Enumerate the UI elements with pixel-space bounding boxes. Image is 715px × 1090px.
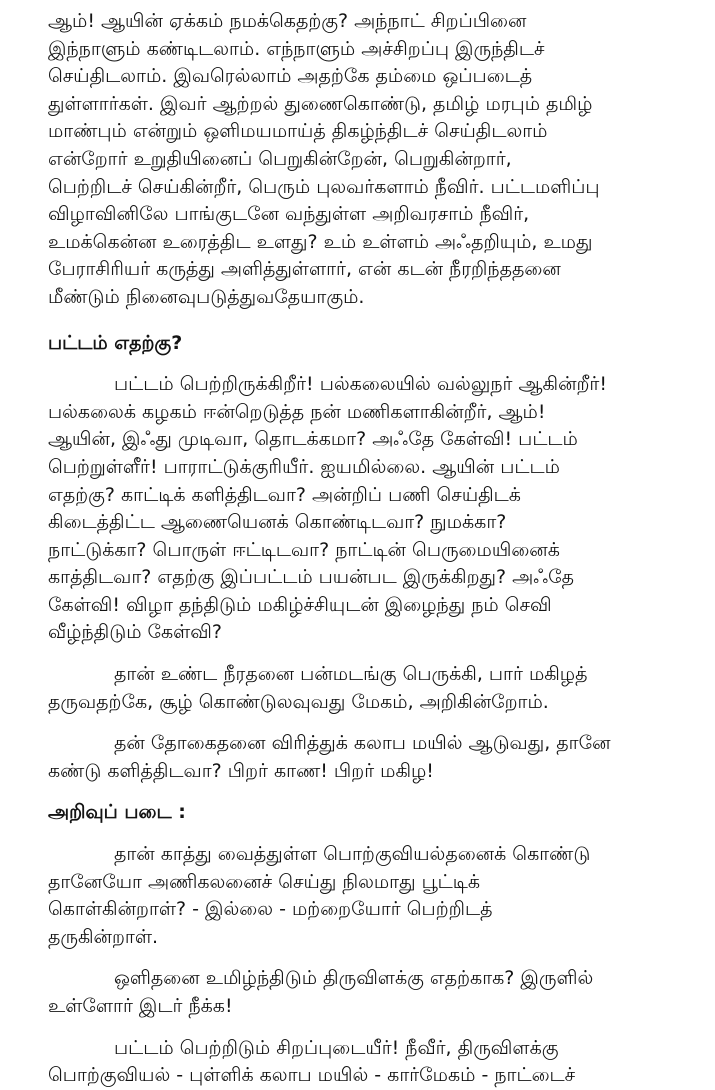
text-line: பொற்குவியல் - புள்ளிக் கலாப மயில் - கார்மேகம் - நாட்டைச் xyxy=(48,1064,576,1087)
text-line: உமக்கென்ன உரைத்திட உளது? உம் உள்ளம் அஃதறியும், உமது xyxy=(48,230,593,253)
paragraph-closing xyxy=(48,1035,698,1090)
text-line: தான் உண்ட நீரதனை பன்மடங்கு பெருக்கி, பார் மகிழத் xyxy=(114,663,588,686)
text-line: தருவதற்கே, சூழ் கொண்டுலவுவது மேகம், அறிகின்றோம். xyxy=(48,690,549,713)
text-line: மாண்பும் என்றும் ஒளிமயமாய்த் திகழ்ந்திடச் செய்திடலாம் xyxy=(48,120,548,143)
text-line: விழாவினிலே பாங்குடனே வந்துள்ள அறிவரசாம் நீவிர், xyxy=(48,203,530,226)
text-line: பட்டம் பெற்றிடும் சிறப்புடையீர்! நீவீர், திருவிளக்கு xyxy=(114,1036,559,1059)
section-heading: பட்டம் எதற்கு? xyxy=(48,331,183,354)
text-line: தன் தோகைதனை விரித்துக் கலாப மயில் ஆடுவது, தானே xyxy=(114,732,611,755)
text-line: கேள்வி! விழா தந்திடும் மகிழ்ச்சியுடன் இழைந்து நம் செவி xyxy=(48,593,552,616)
text-line: பெற்றுள்ளீர்! பாராட்டுக்குரியீர். ஐயமில்லை. ஆயின் பட்டம் xyxy=(48,455,560,478)
text-line: செய்திடலாம். இவரெல்லாம் அதற்கே தம்மை ஒப்படைத் xyxy=(48,65,533,88)
text-line: பட்டம் பெற்றிருக்கிறீர்! பல்கலையில் வல்லுநர் ஆகின்றீர்! xyxy=(114,373,607,396)
text-line: கண்டு களித்திடவா? பிறர் காண! பிறர் மகிழ! xyxy=(48,759,434,782)
section-heading: அறிவுப் படை : xyxy=(48,801,186,824)
paragraph-earth xyxy=(48,841,698,951)
paragraph-cloud xyxy=(48,661,698,716)
text-line: துள்ளார்கள். இவர் ஆற்றல் துணைகொண்டு, தமிழ் மரபும் தமிழ் xyxy=(48,92,593,115)
text-line: பல்கலைக் கழகம் ஈன்றெடுத்த நன் மணிகளாகின்றீர், ஆம்! xyxy=(48,400,546,423)
text-line: பெற்றிடச் செய்கின்றீர், பெரும் புலவர்களாம் நீவிர். பட்டமளிப்பு xyxy=(48,175,600,198)
text-line: உள்ளோர் இடர் நீக்க! xyxy=(48,995,233,1017)
text-line: எதற்கு? காட்டிக் களித்திடவா? அன்றிப் பணி செய்திடக் xyxy=(48,483,521,506)
paragraph-opening xyxy=(48,8,698,312)
text-line: காத்திடவா? எதற்கு இப்பட்டம் பயன்பட இருக்கிறது? அஃதே xyxy=(48,566,575,589)
text-line: ஒளிதனை உமிழ்ந்திடும் திருவிளக்கு எதற்காக? இருளில் xyxy=(114,967,594,990)
text-line: இந்நாளும் கண்டிடலாம். எந்நாளும் அச்சிறப்பு இருந்திடச் xyxy=(48,37,545,60)
text-line: தானேயோ அணிகலனைச் செய்து நிலமாது பூட்டிக் xyxy=(48,870,481,893)
text-line: என்றோர் உறுதியினைப் பெறுகின்றேன், பெறுகின்றார், xyxy=(48,147,512,170)
text-line: பேராசிரியர் கருத்து அளித்துள்ளார், என் கடன் நீரறிந்ததனை xyxy=(48,258,561,281)
text-line: மீண்டும் நினைவுபடுத்துவதேயாகும். xyxy=(48,285,365,308)
text-line: கிடைத்திட்ட ஆணையெனக் கொண்டிடவா? நுமக்கா? xyxy=(48,511,507,534)
text-line: தருகின்றாள். xyxy=(48,925,159,948)
paragraph-why-degree xyxy=(48,371,698,647)
text-line: ஆம்! ஆயின் ஏக்கம் நமக்கெதற்கு? அந்நாட் சிறப்பினை xyxy=(48,10,527,32)
paragraph-peacock xyxy=(48,730,698,785)
paragraph-lamp xyxy=(48,965,698,1020)
text-line: வீழ்ந்திடும் கேள்வி? xyxy=(48,621,223,644)
text-line: கொள்கின்றாள்? - இல்லை - மற்றையோர் பெற்றிடத் xyxy=(48,898,493,921)
text-line: ஆயின், இஃது முடிவா, தொடக்கமா? அஃதே கேள்வி! பட்டம் xyxy=(48,428,578,451)
text-line: தான் காத்து வைத்துள்ள பொற்குவியல்தனைக் கொண்டு xyxy=(114,843,591,866)
document-page xyxy=(48,8,698,1090)
text-line: நாட்டுக்கா? பொருள் ஈட்டிடவா? நாட்டின் பெருமையினைக் xyxy=(48,538,560,561)
